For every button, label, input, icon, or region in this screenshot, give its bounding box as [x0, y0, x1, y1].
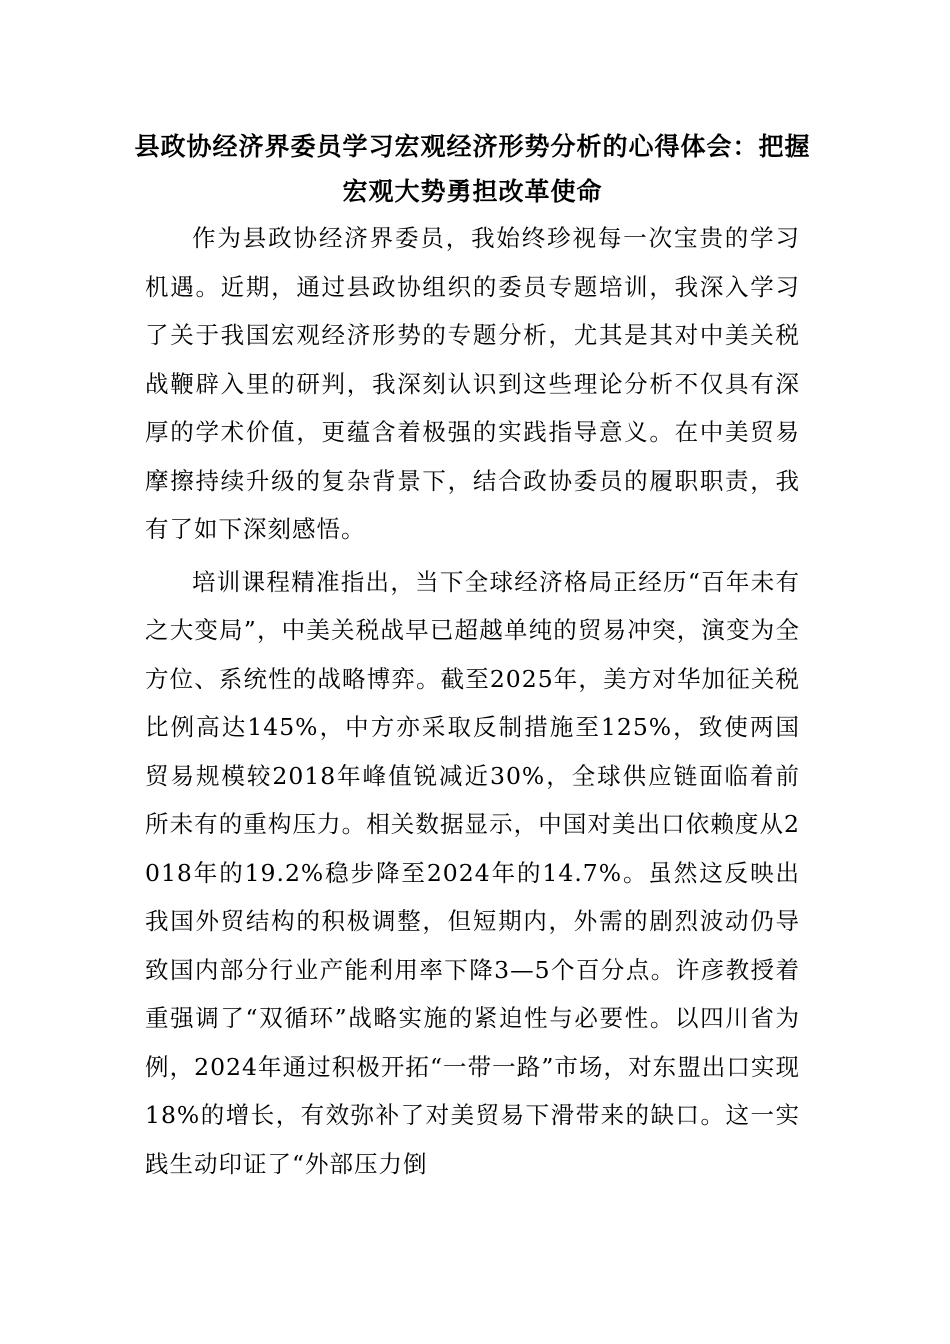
- document-title: 县政协经济界委员学习宏观经济形势分析的心得体会：把握宏观大势勇担改革使命: [134, 132, 811, 206]
- paragraph-analysis: 培训课程精准指出，当下全球经济格局正经历“百年未有之大变局”，中美关税战早已超越单纯的贸易冲突，演变为全方位、系统性的战略博弈。截至2025年，美方对华加征关税比例高达145%，中方亦采取反制措施至125%，致使两国贸易规模较2018年峰值锐减近30%，全球供应链面临着前所未有的重构压力。相关数据显示，中国对美出口依赖度从2018年的19.2%稳步降至2024年的14.7%。虽然这反映出我国外贸结构的积极调整，但短期内，外需的剧烈波动仍导致国内部分行业产能利用率下降3—5个百分点。许彦教授着重强调了“双循环”战略实施的紧迫性与必要性。以四川省为例，2024年通过积极开拓“一带一路”市场，对东盟出口实现18%的增长，有效弥补了对美贸易下滑带来的缺口。这一实践生动印证了“外部压力倒: [145, 567, 800, 1178]
- document-page: [134, 124, 811, 1188]
- paragraph-intro: 作为县政协经济界委员，我始终珍视每一次宝贵的学习机遇。近期，通过县政协组织的委员专题培训，我深入学习了关于我国宏观经济形势的专题分析，尤其是其对中美关税战鞭辟入里的研判，我深刻认识到这些理论分析不仅具有深厚的学术价值，更蕴含着极强的实践指导意义。在中美贸易摩擦持续升级的复杂背景下，结合政协委员的履职职责，我有了如下深刻感悟。: [145, 224, 800, 543]
